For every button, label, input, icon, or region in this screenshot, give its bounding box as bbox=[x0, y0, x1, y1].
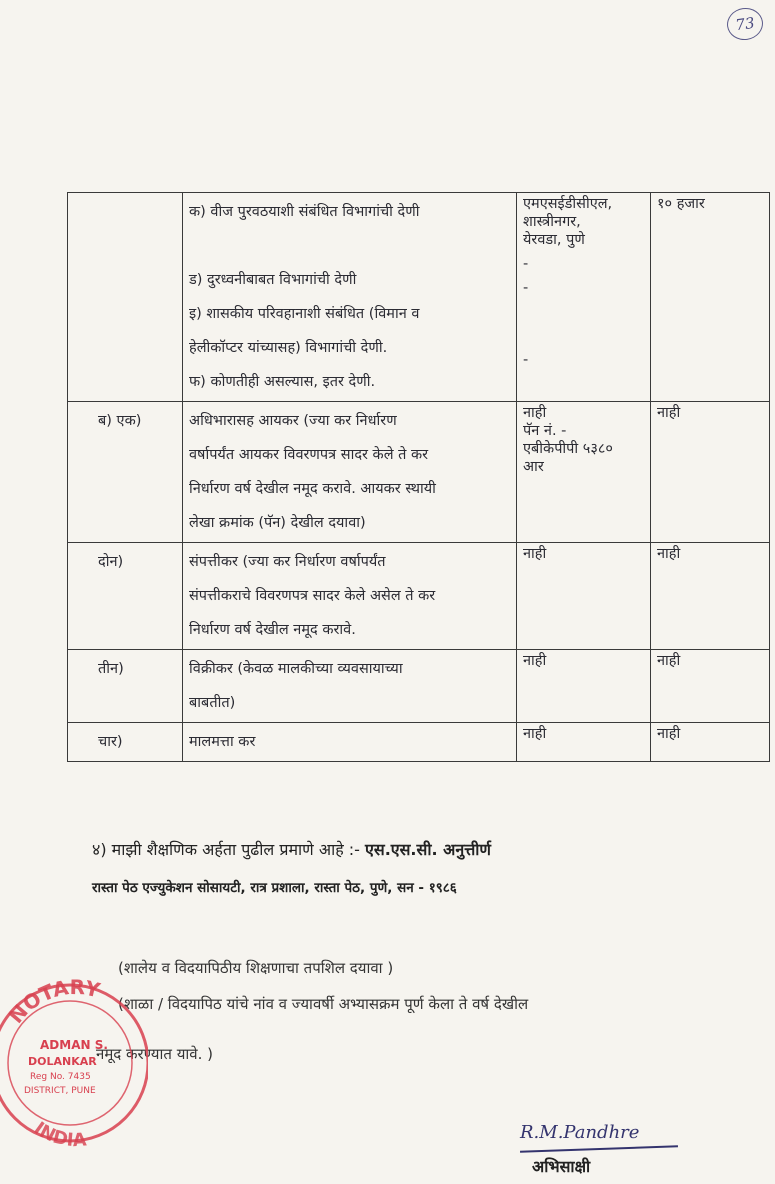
page-number: 73 bbox=[725, 6, 765, 43]
row-description-cell bbox=[183, 650, 517, 723]
row-number-cell: दोन) bbox=[68, 543, 183, 650]
description-line: निर्धारण वर्ष देखील नमूद करावे. आयकर स्थायी bbox=[189, 481, 436, 497]
row-description-cell bbox=[183, 402, 517, 543]
description-line: फ) कोणतीही असल्यास, इतर देणी. bbox=[189, 374, 376, 390]
table-row bbox=[68, 543, 770, 650]
education-qualification bbox=[92, 838, 491, 860]
education-qualification-value: एस.एस.सी. अनुत्तीर्ण bbox=[365, 840, 491, 859]
row-number-cell bbox=[68, 193, 183, 402]
description-line: अधिभारासह आयकर (ज्या कर निर्धारण bbox=[189, 413, 397, 429]
liabilities-table bbox=[67, 192, 770, 762]
table-row bbox=[68, 193, 770, 402]
education-note-3: नमूद करण्यात यावे. ) bbox=[96, 1045, 214, 1063]
description-line: हेलीकॉप्टर यांच्यासह) विभागांची देणी. bbox=[189, 340, 388, 356]
description-line: विक्रीकर (केवळ मालकीच्या व्यवसायाच्या bbox=[189, 661, 403, 677]
description-line: संपत्तीकराचे विवरणपत्र सादर केले असेल ते कर bbox=[189, 588, 436, 604]
row-amount-cell: नाही bbox=[651, 543, 770, 650]
row-detail-cell bbox=[517, 402, 651, 543]
detail-spacer bbox=[523, 297, 644, 345]
detail-line: नाही bbox=[523, 546, 547, 562]
description-line: बाबतीत) bbox=[189, 695, 236, 711]
stamp-district: DISTRICT, PUNE bbox=[24, 1086, 96, 1096]
description-line: निर्धारण वर्ष देखील नमूद करावे. bbox=[189, 622, 356, 638]
stamp-name: ADMAN S. bbox=[40, 1038, 108, 1052]
row-number-cell: ब) एक) bbox=[68, 402, 183, 543]
description-line: मालमत्ता कर bbox=[189, 734, 256, 750]
signature-handwriting: R.M.Pandhre bbox=[520, 1122, 640, 1143]
row-description-cell bbox=[183, 723, 517, 762]
detail-line: नाही bbox=[523, 653, 547, 669]
detail-line: - bbox=[523, 280, 529, 296]
school-details: रास्ता पेठ एज्युकेशन सोसायटी, रात्र प्रशाला, रास्ता पेठ, पुणे, सन - १९८६ bbox=[92, 880, 457, 896]
row-detail-cell bbox=[517, 723, 651, 762]
row-detail-cell bbox=[517, 193, 651, 402]
education-note-2: (शाळा / विदयापिठ यांचे नांव व ज्यावर्षी अभ्यासक्रम पूर्ण केला ते वर्ष देखील bbox=[118, 995, 529, 1013]
detail-line: नाही bbox=[523, 405, 547, 421]
liabilities-table-body bbox=[68, 193, 770, 762]
row-amount-cell: नाही bbox=[651, 723, 770, 762]
row-amount-cell: नाही bbox=[651, 402, 770, 543]
detail-line: - bbox=[523, 352, 529, 368]
detail-line: आर bbox=[523, 459, 544, 475]
description-line: क) वीज पुरवठयाशी संबंधित विभागांची देणी bbox=[189, 204, 420, 220]
row-amount-cell: १० हजार bbox=[651, 193, 770, 402]
table-row bbox=[68, 723, 770, 762]
stamp-reg: Reg No. 7435 bbox=[30, 1072, 91, 1082]
notary-stamp bbox=[0, 955, 148, 1155]
svg-text:INDIA bbox=[30, 1118, 87, 1151]
row-detail-cell bbox=[517, 543, 651, 650]
education-note-1: (शालेय व विदयापिठीय शिक्षणाचा तपशिल दयावा ) bbox=[118, 959, 394, 977]
detail-line: एमएसईडीसीएल, bbox=[523, 196, 613, 212]
description-line: इ) शासकीय परिवहानाशी संबंधित (विमान व bbox=[189, 306, 420, 322]
row-amount-cell: नाही bbox=[651, 650, 770, 723]
education-prefix: ४) माझी शैक्षणिक अर्हता पुढील प्रमाणे आहे :- bbox=[92, 840, 360, 859]
detail-line: शास्त्रीनगर, bbox=[523, 214, 581, 230]
detail-line: एबीकेपीपी ५३८० bbox=[523, 441, 613, 457]
description-line: लेखा क्रमांक (पॅन) देखील दयावा) bbox=[189, 515, 366, 531]
stamp-ring-text: NOTARY bbox=[3, 974, 103, 1028]
row-number-cell: चार) bbox=[68, 723, 183, 762]
table-row bbox=[68, 402, 770, 543]
description-line: संपत्तीकर (ज्या कर निर्धारण वर्षापर्यंत bbox=[189, 554, 386, 570]
svg-text:NOTARY bbox=[4, 975, 103, 1028]
witness-label: अभिसाक्षी bbox=[532, 1157, 591, 1176]
detail-line: पॅन नं. - bbox=[523, 423, 567, 439]
description-spacer bbox=[189, 229, 510, 263]
description-line: वर्षापर्यंत आयकर विवरणपत्र सादर केले ते कर bbox=[189, 447, 429, 463]
detail-line: येरवडा, पुणे bbox=[523, 232, 585, 248]
stamp-bottom-text: INDIA bbox=[29, 1117, 88, 1152]
stamp-surname: DOLANKAR bbox=[28, 1055, 97, 1068]
row-description-cell bbox=[183, 193, 517, 402]
row-detail-cell bbox=[517, 650, 651, 723]
description-line: ड) दुरध्वनीबाबत विभागांची देणी bbox=[189, 272, 357, 288]
row-description-cell bbox=[183, 543, 517, 650]
detail-line: - bbox=[523, 256, 529, 272]
row-number-cell: तीन) bbox=[68, 650, 183, 723]
table-row bbox=[68, 650, 770, 723]
signature-underline bbox=[520, 1145, 678, 1153]
detail-line: नाही bbox=[523, 726, 547, 742]
